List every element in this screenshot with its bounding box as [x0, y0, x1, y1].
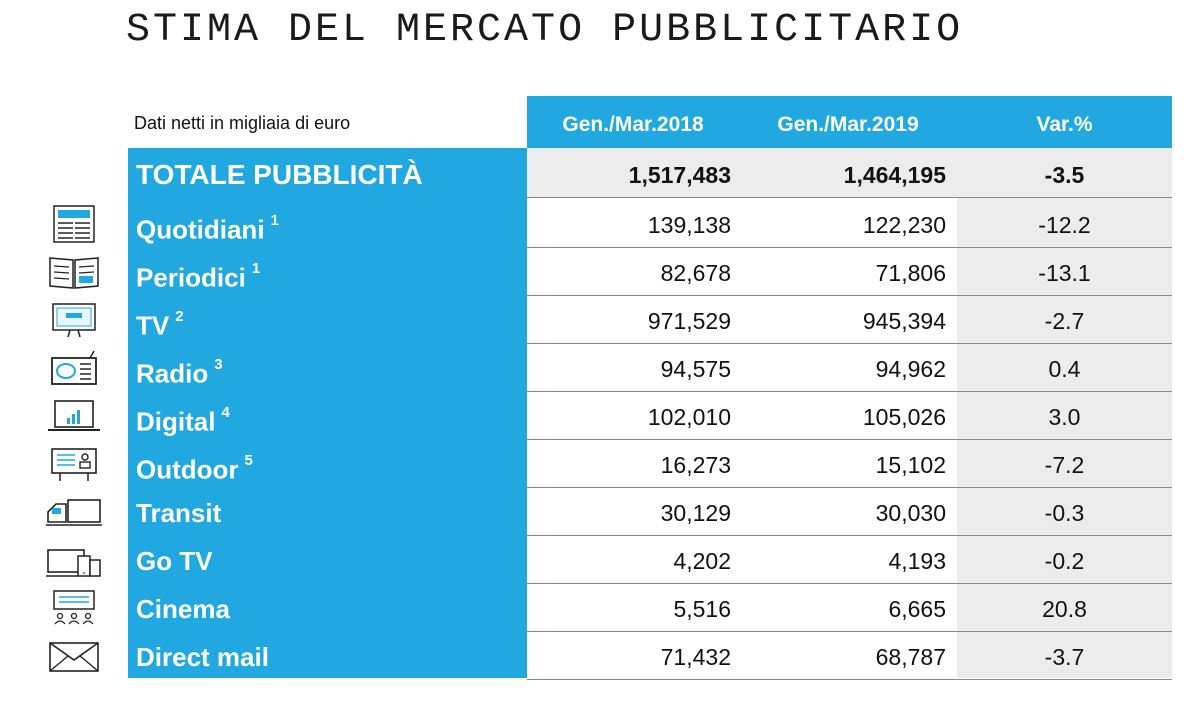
table-row	[128, 632, 1172, 680]
table-row	[128, 344, 1172, 392]
value-var: -13.1	[1038, 260, 1091, 286]
row-divider	[527, 197, 1172, 198]
value-2018: 4,202	[673, 548, 731, 574]
footnote-marker: 1	[251, 260, 261, 277]
row-label	[136, 392, 230, 440]
value-2019: 94,962	[875, 356, 946, 382]
value-2019: 1,464,195	[843, 162, 946, 188]
value-2018: 30,129	[660, 500, 731, 526]
row-label	[136, 200, 279, 248]
row-label	[136, 632, 269, 680]
value-2019: 4,193	[888, 548, 946, 574]
value-2018: 102,010	[647, 404, 731, 430]
row-label	[136, 584, 230, 632]
row-divider	[527, 679, 1172, 680]
value-var: -12.2	[1038, 212, 1091, 238]
value-var: 0.4	[1048, 356, 1081, 382]
row-label-text: TOTALE PUBBLICITÀ	[136, 159, 423, 190]
value-2018: 71,432	[660, 644, 731, 670]
newspaper-icon	[44, 204, 104, 244]
table-header	[527, 96, 1172, 148]
row-label-text: TV	[136, 310, 170, 341]
value-var: -2.7	[1044, 308, 1085, 334]
billboard-icon	[44, 444, 104, 484]
page-title: STIMA DEL MERCATO PUBBLICITARIO	[126, 8, 964, 53]
value-2018: 971,529	[647, 308, 731, 334]
laptop-icon	[44, 396, 104, 436]
footnote-marker: 1	[270, 212, 279, 229]
row-label	[136, 248, 260, 296]
value-2018: 1,517,483	[628, 162, 731, 188]
row-label-text: Cinema	[136, 594, 230, 624]
table-row	[128, 488, 1172, 536]
value-2019: 68,787	[875, 644, 946, 670]
footnote-marker: 2	[175, 308, 184, 325]
row-label	[136, 440, 253, 488]
value-var: -3.7	[1044, 644, 1085, 670]
value-2018: 139,138	[647, 212, 731, 238]
value-2019: 30,030	[875, 500, 946, 526]
value-var: -0.2	[1044, 548, 1085, 574]
value-var: 20.8	[1042, 596, 1087, 622]
value-var: -7.2	[1044, 452, 1085, 478]
column-header-var: Var.%	[1036, 113, 1093, 136]
column-header-2019: Gen./Mar.2019	[777, 113, 919, 136]
row-label-text: Quotidiani	[136, 214, 265, 245]
value-2018: 16,273	[660, 452, 731, 478]
row-label-text: Go TV	[136, 546, 213, 576]
row-label	[136, 536, 213, 584]
value-2019: 71,806	[875, 260, 946, 286]
table-row	[128, 440, 1172, 488]
row-label-text: Direct mail	[136, 642, 269, 672]
table-row	[128, 392, 1172, 440]
row-label-text: Outdoor	[136, 454, 239, 485]
value-var: -3.5	[1044, 162, 1085, 188]
row-label-text: Periodici	[136, 262, 246, 293]
column-header-2018: Gen./Mar.2018	[562, 113, 704, 136]
radio-icon	[44, 348, 104, 388]
value-2018: 94,575	[660, 356, 731, 382]
row-label-text: Radio	[136, 358, 209, 389]
value-2018: 82,678	[660, 260, 731, 286]
envelope-icon	[44, 636, 104, 676]
table-row	[128, 584, 1172, 632]
row-label	[136, 150, 423, 198]
truck-icon	[44, 492, 104, 532]
tv-icon	[44, 300, 104, 340]
row-label	[136, 344, 223, 392]
table-row	[128, 200, 1172, 248]
value-2019: 122,230	[862, 212, 946, 238]
footnote-marker: 5	[244, 452, 253, 469]
value-2019: 945,394	[862, 308, 946, 334]
footnote-marker: 3	[214, 356, 223, 373]
total-row	[128, 150, 1172, 198]
footnote-marker: 4	[221, 404, 230, 421]
value-2019: 15,102	[875, 452, 946, 478]
table-row	[128, 296, 1172, 344]
table-row	[128, 536, 1172, 584]
magazine-icon	[44, 252, 104, 292]
value-var: -0.3	[1044, 500, 1085, 526]
value-2019: 6,665	[888, 596, 946, 622]
row-label-text: Digital	[136, 406, 216, 437]
cinema-icon	[44, 588, 104, 628]
table-row	[128, 248, 1172, 296]
row-label	[136, 488, 221, 536]
row-label-text: Transit	[136, 498, 222, 528]
row-label	[136, 296, 184, 344]
value-2019: 105,026	[862, 404, 946, 430]
value-var: 3.0	[1048, 404, 1081, 430]
value-2018: 5,516	[673, 596, 731, 622]
devices-icon	[44, 540, 104, 580]
units-note: Dati netti in migliaia di euro	[134, 113, 351, 133]
